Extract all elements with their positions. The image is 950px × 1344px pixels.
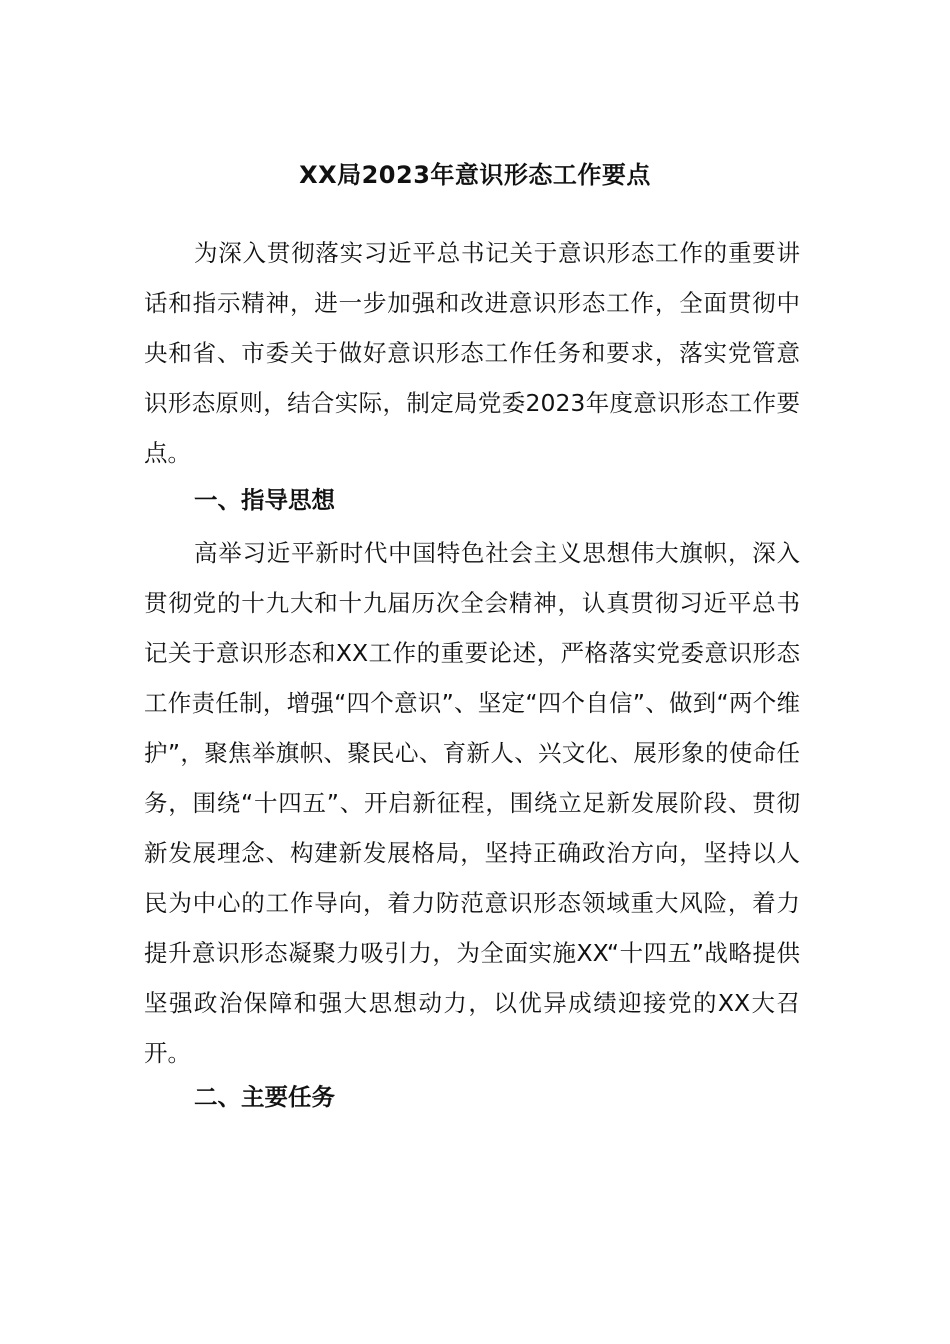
document-title: XX局2023年意识形态工作要点 — [299, 161, 651, 189]
guiding-ideology-paragraph: 高举习近平新时代中国特色社会主义思想伟大旗帜，深入贯彻党的十九大和十九届历次全会精神，认真贯彻习近平总书记关于意识形态和XX工作的重要论述，严格落实党委意识形态工作责任制，增强“四个意识”、坚定“四个自信”、做到“两个维护”，聚焦举旗帜、聚民心、育新人、兴文化、展形象的使命任务，围绕“十四五”、开启新征程，围绕立足新发展阶段、贯彻新发展理念、构建新发展格局，坚持正确政治方向，坚持以人民为中心的工作导向，着力防范意识形态领域重大风险，着力提升意识形态凝聚力吸引力，为全面实施XX“十四五”战略提供坚强政治保障和强大思想动力，以优异成绩迎接党的XX大召开。 — [144, 539, 800, 1067]
section-heading-guiding-ideology: 一、指导思想 — [194, 486, 335, 514]
intro-paragraph: 为深入贯彻落实习近平总书记关于意识形态工作的重要讲话和指示精神，进一步加强和改进意识形态工作，全面贯彻中央和省、市委关于做好意识形态工作任务和要求，落实党管意识形态原则，结合实际，制定局党委2023年度意识形态工作要点。 — [144, 239, 800, 467]
section-heading-main-tasks: 二、主要任务 — [194, 1083, 335, 1111]
